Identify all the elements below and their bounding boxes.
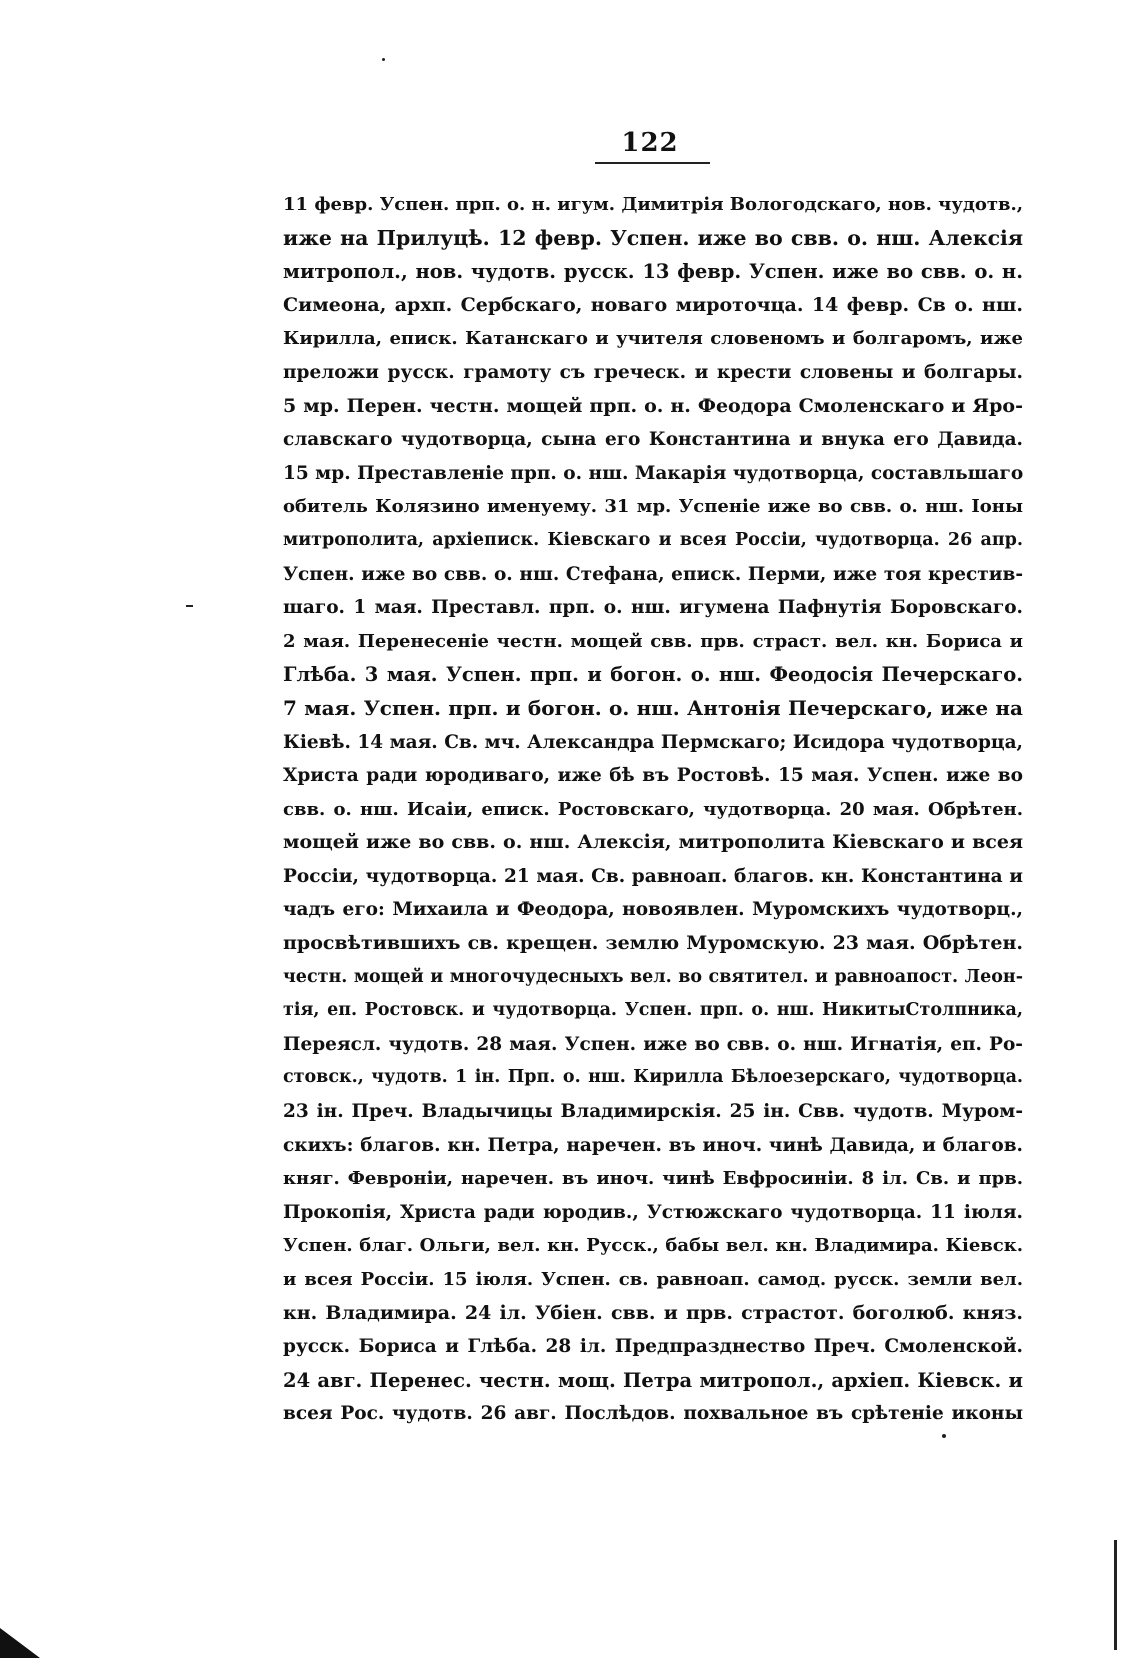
text-line: Симеона, архп. Сербскаго, новаго мироточца. 14 февр. Св о. нш. [283,293,1023,316]
text-line: княг. Февроніи, наречен. въ иноч. чинѣ Евфросиніи. 8 іл. Св. и прв. [283,1168,1023,1190]
text-line: митрополита, архіеписк. Кіевскаго и всея Россіи, чудотворца. 26 апр. [283,529,1023,550]
text-line: Христа ради юродиваго, иже бѣ въ Ростовѣ. 15 мая. Успен. иже во [283,765,1023,787]
text-line: преложи русск. грамоту съ греческ. и крести словены и болгары. [283,361,1023,383]
text-line: скихъ: благов. кн. Петра, наречен. въ иноч. чинѣ Давида, и благов. [283,1134,1023,1156]
text-line: свв. о. нш. Исаіи, еписк. Ростовскаго, чудотворца. 20 мая. Обрѣтен. [283,798,1023,820]
text-line: кн. Владимира. 24 іл. Убіен. свв. и прв. страстот. боголюб. княз. [283,1301,1023,1324]
text-line: 24 авг. Перенес. честн. мощ. Петра митропол., архіеп. Кіевск. и [283,1368,1023,1392]
text-line: Прокопія, Христа ради юродив., Устюжскаго чудотворца. 11 іюля. [283,1201,1023,1223]
text-line: 11 февр. Успен. прп. о. н. игум. Димитрія Вологодскаго, нов. чудотв., [283,194,1024,215]
text-line: 7 мая. Успен. прп. и богон. о. нш. Антонія Печерскаго, иже на [283,695,1023,720]
text-line: Успен. иже во свв. о. нш. Стефана, еписк. Перми, иже тоя крестив- [283,563,1023,585]
text-line: и всея Россіи. 15 іюля. Успен. св. равноап. самод. русск. земли вел. [283,1269,1023,1290]
text-line: обитель Колязино именуему. 31 мр. Успеніе иже во свв. о. нш. Іоны [283,496,1023,518]
text-line: 23 ін. Преч. Владычицы Владимирскія. 25 ін. Свв. чудотв. Муром- [283,1101,1023,1123]
text-line: русск. Бориса и Глѣба. 28 іл. Предпразднество Преч. Смоленской. [283,1336,1023,1358]
text-line: Успен. благ. Ольги, вел. кн. Русск., бабы вел. кн. Владимира. Кіевск. [283,1235,1023,1257]
text-line: шаго. 1 мая. Преставл. прп. о. нш. игумена Пафнутія Боровскаго. [283,597,1023,619]
text-line: чадъ его: Михаила и Феодора, новоявлен. Муромскихъ чудотворц., [283,899,1023,921]
page-number: 122 [621,128,679,158]
text-line: Глѣба. 3 мая. Успен. прп. и богон. о. нш. Феодосія Печерскаго. [283,663,1023,687]
page-number-rule [595,162,710,164]
text-line: Переясл. чудотв. 28 мая. Успен. иже во свв. о. нш. Игнатія, еп. Ро- [283,1033,1023,1055]
scan-edge-mark [1114,1540,1117,1650]
text-line: Кіевѣ. 14 мая. Св. мч. Александра Пермскаго; Исидора чудотворца, [283,731,1023,753]
text-line: всея Рос. чудотв. 26 авг. Послѣдов. похвальное въ срѣтеніе иконы [283,1403,1023,1425]
text-line: митропол., нов. чудотв. русск. 13 февр. Успен. иже во свв. о. н. [283,260,1023,284]
text-line: честн. мощей и многочудесныхъ вел. во святител. и равноапост. Леон- [283,966,1023,987]
text-line: славскаго чудотворца, сына его Константина и внука его Давида. [283,429,1023,451]
text-line: иже на Прилуцѣ. 12 февр. Успен. иже во свв. о. нш. Алексія [283,225,1023,250]
text-line: мощей иже во свв. о. нш. Алексія, митрополита Кіевскаго и всея [283,831,1023,854]
text-line: стовск., чудотв. 1 ін. Прп. о. нш. Кирилла Бѣлоезерскаго, чудотворца. [283,1067,1023,1088]
text-line: тія, еп. Ростовск. и чудотворца. Успен. прп. о. нш. НикитыСтолпника, [283,1000,1023,1021]
body-text [283,188,1023,1431]
text-line: 5 мр. Перен. честн. мощей прп. о. н. Феодора Смоленскаго и Яро- [283,394,1023,417]
text-line: 2 мая. Перенесеніе честн. мощей свв. прв. страст. вел. кн. Бориса и [283,630,1023,652]
text-line: 15 мр. Преставленіе прп. о. нш. Макарія чудотворца, составльшаго [283,462,1024,484]
scan-speck [382,58,385,61]
corner-fold-mark [0,1628,40,1658]
scan-speck [942,1434,946,1438]
scan-speck [186,605,193,607]
text-line: просвѣтившихъ св. крещен. землю Муромскую. 23 мая. Обрѣтен. [283,932,1023,955]
text-line: Россіи, чудотворца. 21 мая. Св. равноап. благов. кн. Константина и [283,865,1023,887]
text-line: Кирилла, еписк. Катанскаго и учителя словеномъ и болгаромъ, иже [283,328,1023,350]
